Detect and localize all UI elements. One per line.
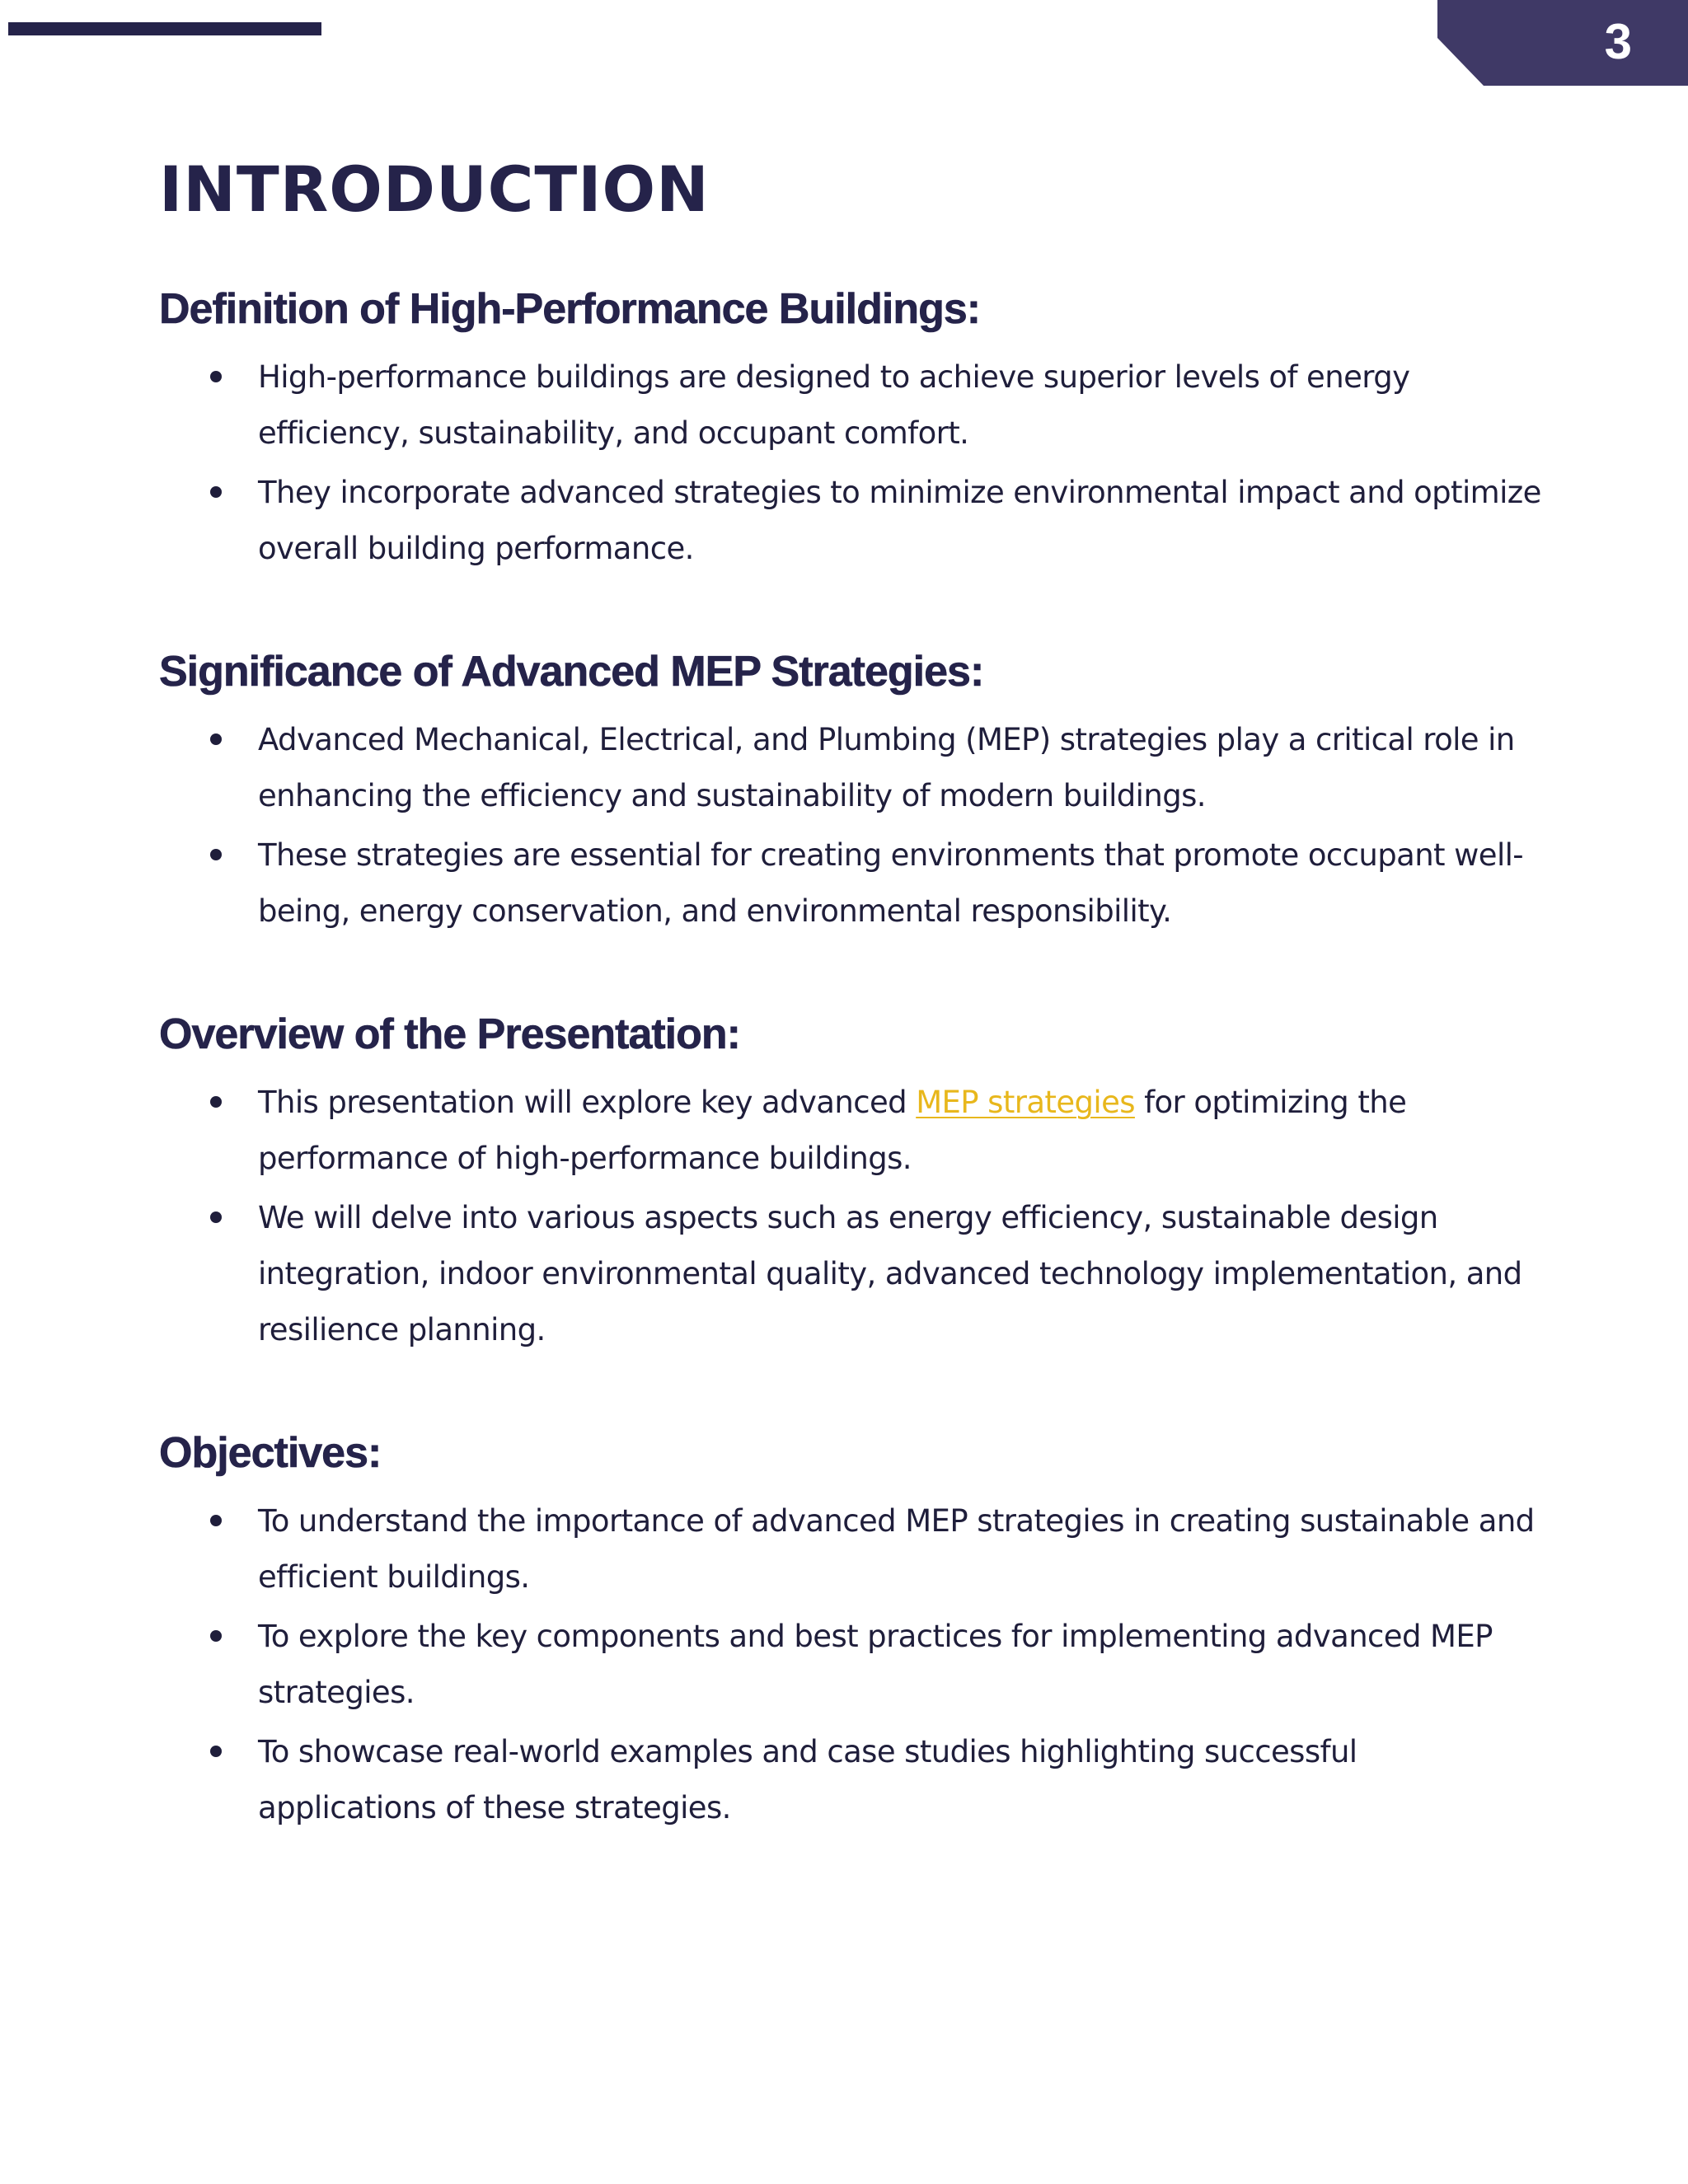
mep-strategies-link[interactable]: MEP strategies (916, 1085, 1135, 1120)
list-item-text: We will delve into various aspects such as energy efficiency, sustainable design integration, indoor environmental quality, advanced technology implementation, and resilience planning. (258, 1200, 1522, 1347)
list-item (159, 1609, 1544, 1721)
list-item (159, 712, 1544, 824)
section-definition (159, 280, 1544, 577)
list-item (159, 1075, 1544, 1187)
page-number: 3 (1604, 14, 1632, 69)
section-objectives (159, 1424, 1544, 1836)
bullet-icon (210, 371, 222, 382)
page-content (159, 148, 1544, 1902)
list-item-text: High-performance buildings are designed to achieve superior levels of energy efficiency, sustainability, and occupant comfort. (258, 359, 1410, 451)
bullet-icon (210, 486, 222, 498)
list-item-text: To explore the key components and best practices for implementing advanced MEP strategies. (258, 1619, 1493, 1710)
list-item (159, 1190, 1544, 1358)
bullet-list (159, 712, 1544, 940)
list-item-text-after-link: for optimizing the performance of high-performance buildings. (258, 1085, 1407, 1176)
list-item-text: To showcase real-world examples and case studies highlighting successful applications of these strategies. (258, 1734, 1357, 1825)
bullet-icon (210, 1746, 222, 1757)
bullet-icon (210, 1630, 222, 1642)
list-item (159, 1724, 1544, 1836)
bullet-list (159, 1493, 1544, 1836)
list-item (159, 465, 1544, 577)
section-overview (159, 1005, 1544, 1358)
list-item-text: These strategies are essential for creating environments that promote occupant well-being, energy conservation, and environmental responsibility. (258, 837, 1524, 929)
list-item-text: They incorporate advanced strategies to minimize environmental impact and optimize overall building performance. (258, 475, 1541, 566)
bullet-list (159, 1075, 1544, 1358)
list-item (159, 349, 1544, 462)
list-item (159, 827, 1544, 940)
section-significance (159, 643, 1544, 940)
list-item-text-before-link: This presentation will explore key advanced (258, 1085, 917, 1120)
section-heading: Significance of Advanced MEP Strategies: (159, 648, 984, 696)
page-number-tab (1437, 0, 1688, 86)
bullet-icon (210, 1096, 222, 1108)
section-heading: Definition of High-Performance Buildings: (159, 285, 981, 333)
list-item-text: Advanced Mechanical, Electrical, and Plumbing (MEP) strategies play a critical role in enhancing the efficiency and sustainability of modern buildings. (258, 722, 1515, 813)
bullet-icon (210, 1212, 222, 1223)
section-heading: Overview of the Presentation: (159, 1010, 740, 1058)
list-item-text: To understand the importance of advanced MEP strategies in creating sustainable and efficient buildings. (258, 1503, 1535, 1595)
bullet-icon (210, 1515, 222, 1526)
bullet-icon (210, 849, 222, 860)
page-title: INTRODUCTION (159, 152, 710, 226)
top-accent-bar (8, 22, 321, 35)
bullet-list (159, 349, 1544, 577)
section-heading: Objectives: (159, 1429, 382, 1477)
list-item (159, 1493, 1544, 1605)
bullet-icon (210, 733, 222, 745)
